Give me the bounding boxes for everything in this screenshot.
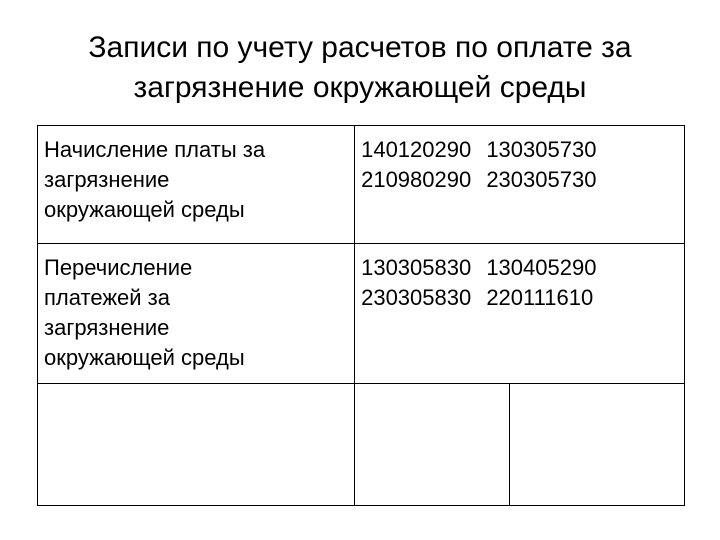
slide-title — [40, 28, 680, 108]
description-text: окружающей среды — [44, 345, 245, 370]
table-row — [38, 384, 685, 506]
account-entry: 230305830 220111610 — [361, 285, 594, 310]
empty-cell — [510, 384, 685, 506]
description-cell — [38, 126, 355, 244]
table-row — [38, 244, 685, 384]
description-text: загрязнение — [44, 315, 170, 340]
account-entry: 130305830 130405290 — [361, 255, 597, 280]
description-text: платежей за — [44, 285, 170, 310]
description-text: окружающей среды — [44, 197, 245, 222]
empty-cell — [38, 384, 355, 506]
records-table — [37, 125, 685, 506]
description-text: Начисление платы за — [44, 137, 266, 162]
empty-cell — [355, 384, 510, 506]
account-entry: 210980290 230305730 — [361, 167, 597, 192]
title-line-1: Записи по учету расчетов по оплате за — [88, 31, 632, 64]
description-text: загрязнение — [44, 167, 170, 192]
title-line-2: загрязнение окружающей среды — [133, 71, 587, 104]
account-entry: 140120290 130305730 — [361, 137, 597, 162]
accounts-cell — [355, 244, 685, 384]
description-cell — [38, 244, 355, 384]
description-text: Перечисление — [44, 255, 193, 280]
accounts-cell — [355, 126, 685, 244]
table-row — [38, 126, 685, 244]
